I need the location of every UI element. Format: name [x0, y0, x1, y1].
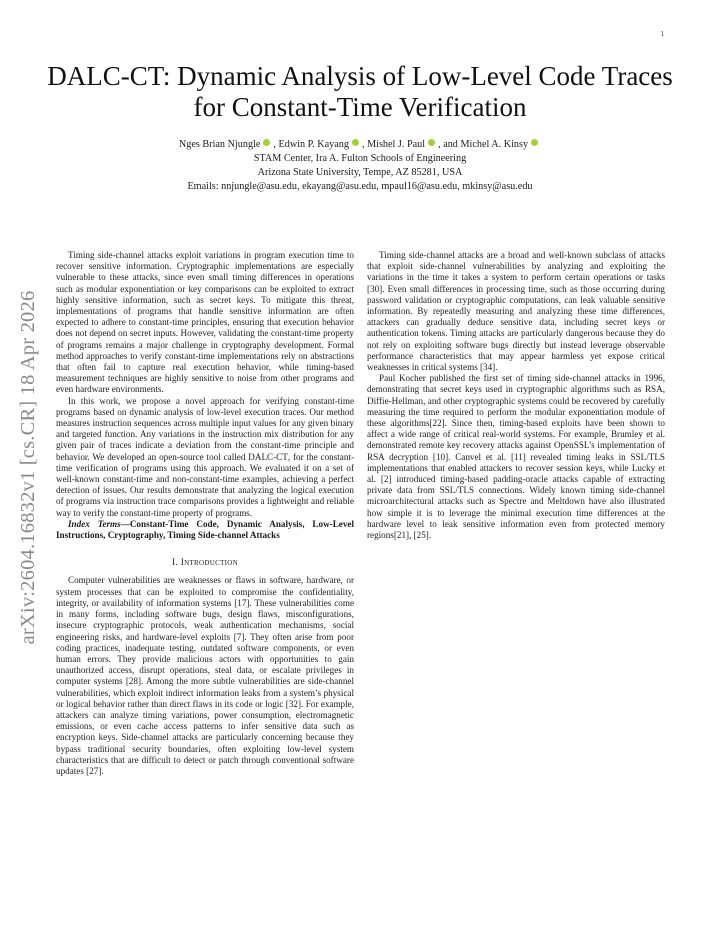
orcid-icon[interactable]: [352, 139, 359, 146]
author: [179, 139, 274, 150]
index-terms: [56, 519, 354, 541]
affiliation-center: STAM Center, Ira A. Fulton Schools of Engineering: [253, 153, 467, 164]
orcid-icon[interactable]: [263, 139, 270, 146]
author-name: Edwin P. Kayang: [278, 139, 349, 150]
abstract-text: , for the constant-time verification of programs using this approach. We evaluated it on a set of well-known constant-time and non-constant-time examples, achieving a perfect detection of issues. Our results demonstrate that analyzing the logical execution of programs via instruction trace comparisons provides a lightweight and reliable way to verify the constant-time property of programs.: [56, 451, 354, 518]
left-column: [56, 250, 354, 777]
index-terms-label: Index Terms: [68, 518, 121, 529]
intro-paragraph: Timing side-channel attacks are a broad and well-known subclass of attacks that exploit side-channel vulnerabilities by analyzing and exploiting the variations in the time it takes a system to perform certain operations or tasks [30]. Even small differences in processing time, such as those occurring during password validation or cryptographic computations, can leak valuable sensitive information. By repeatedly measuring and analyzing these time differences, attackers can gradually deduce sensitive data, including secret keys or authentication tokens. Timing attacks are particularly dangerous because they do not rely on exploiting software bugs directly but instead leverage observable performance characteristics that may appear harmless yet expose critical weaknesses in critical systems [34].: [367, 250, 665, 373]
paper-title: DALC-CT: Dynamic Analysis of Low-Level Code Traces for Constant-Time Verification: [47, 61, 673, 122]
abstract-text: In this work, we propose a novel approach for verifying constant-time programs based on dynamic analysis of low-level execution traces. Our method measures instruction sequences across multiple input values for any given binary and targeted function. Any variations in the instruction mix distribution for any given pair of traces indicate a deviation from the constant-time principle and behavior. We developed an open-source tool called: [56, 395, 354, 462]
orcid-icon[interactable]: [428, 139, 435, 146]
intro-paragraph: Paul Kocher published the first set of timing side-channel attacks in 1996, demonstrating that secret keys used in cryptographic algorithms such as RSA, Diffie-Hellman, and other cryptographic systems could be recovered by carefully measuring the time required to perform the modular exponentiation module of these algorithms[22]. Since then, timing-based exploits have been shown to affect a wide range of critical real-world systems. For example, Brumley et al. demonstrated remote key recovery attacks against OpenSSL’s implementation of RSA decryption [10]. Canvel et al. [11] revealed timing leaks in SSL/TLS implementations that enabled attackers to recover session keys, while Lucky et al. [2] introduced timing-based padding-oracle attacks capable of extracting private data from SSL/TLS connections. Widely known timing side-channel microarchitectural attacks such as Spectre and Meltdown have also illustrated how simple it is to leverage the minimal execution time differences at the hardware level to leak sensitive information even from protected memory regions[21], [25].: [367, 373, 665, 541]
author-list: [60, 138, 660, 152]
abstract-paragraph: Timing side-channel attacks exploit variations in program execution time to recover sensitive information. Cryptographic implementations are especially vulnerable to these attacks, since even small timing differences in operations such as modular exponentiation or key comparisons can be exploited to extract highly sensitive information, such as secret keys. To mitigate this threat, implementations of programs that handle sensitive information are often expected to adhere to constant-time principles, ensuring that execution behavior does not depend on secret inputs. However, validating the constant-time property of programs remains a major challenge in cryptography development. Formal method approaches to verify constant-time implementations rely on abstractions that often fail to capture real execution behavior, while timing-based measurement techniques are highly sensitive to noise from other programs and even hardware environments.: [56, 250, 354, 395]
section-heading: I. Introduction: [172, 558, 238, 569]
arxiv-identifier-stamp: arXiv:2604.16832v1 [cs.CR] 18 Apr 2026: [16, 290, 39, 645]
right-column: [367, 250, 665, 541]
author: [367, 139, 438, 150]
abstract-paragraph: [56, 396, 354, 519]
author-name: Nges Brian Njungle: [178, 139, 261, 150]
author: [460, 139, 541, 150]
author-separator: ,: [273, 139, 279, 150]
affiliation-university: Arizona State University, Tempe, AZ 85281, USA: [257, 167, 463, 178]
author: [279, 139, 362, 150]
orcid-icon[interactable]: [531, 139, 538, 146]
author-emails: Emails: nnjungle@asu.edu, ekayang@asu.edu, mpaul16@asu.edu, mkinsy@asu.edu: [187, 181, 533, 192]
tool-name: DALC-CT: [248, 451, 288, 462]
author-name: Mishel J. Paul: [367, 139, 426, 150]
author-separator: , and: [438, 139, 461, 150]
intro-paragraph: Computer vulnerabilities are weaknesses or flaws in software, hardware, or system processes that can be exploited to compromise the confidentiality, integrity, or availability of information systems [17]. These vulnerabilities come in many forms, including software bugs, design flaws, misconfigurations, insecure cryptographic protocols, weak authentication mechanisms, social engineering risks, and hardware-level exploits [7]. They often arise from poor coding practices, inadequate testing, outdated software components, or even human errors. They provide malicious actors with opportunities to gain unauthorized access, disrupt operations, steal data, or escalate privileges in computer systems [28]. Among the more subtle vulnerabilities are side-channel vulnerabilities, which exploit indirect information leaks from a system’s physical or logical behavior rather than direct flaws in its code or logic [32]. For example, attackers can analyze timing variations, power consumption, electromagnetic emissions, or even cache access patterns to infer sensitive data such as encryption keys. Side-channel attacks are particularly concerning because they bypass traditional security boundaries, often exploiting low-level system characteristics that are difficult to detect or patch through conventional software updates [27].: [56, 575, 354, 776]
author-name: Michel A. Kinsy: [460, 139, 529, 150]
page-number: 1: [660, 30, 664, 38]
index-terms-text: —Constant-Time Code, Dynamic Analysis, Low-Level Instructions, Cryptography, Timing Side-channel Attacks: [56, 518, 354, 541]
author-separator: ,: [361, 139, 368, 150]
